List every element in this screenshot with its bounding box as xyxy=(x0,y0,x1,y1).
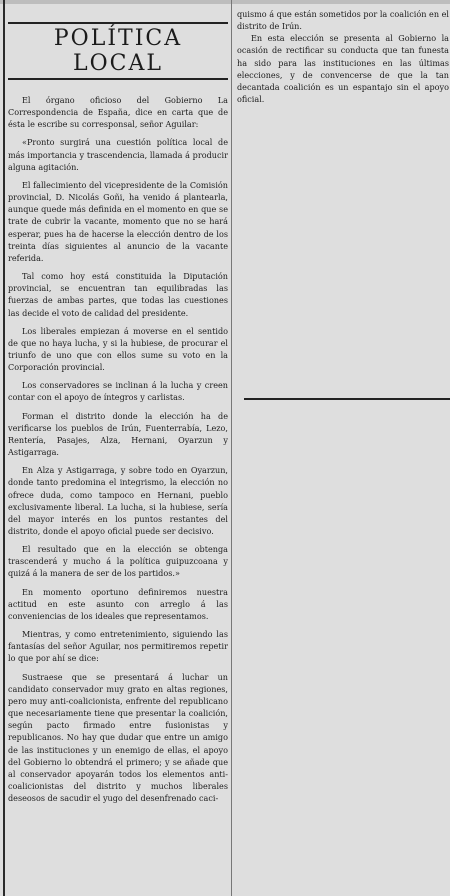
paragraph: En momento oportuno definiremos nuestra actitud en este asunto con arreglo á las conveniencias de los ideales que representamos. xyxy=(8,586,228,621)
paragraph: Mientras, y como entretenimiento, siguiendo las fantasías del señor Aguilar, nos permitiremos repetir lo que por ahí se dice: xyxy=(8,629,228,664)
paragraph-continuation: quismo á que están sometidos por la coalición en el distrito de Irún. xyxy=(237,9,449,32)
paragraph: Tal como hoy está constituida la Diputación provincial, se encuentran tan equilibradas las fuerzas de ambas partes, que todas las cuestiones las decide el voto de calidad del presidente. xyxy=(8,271,228,318)
paragraph: El resultado que en la elección se obtenga trascenderá y mucho á la política guipuzcoana y quizá á la manera de ser de los partidos.» xyxy=(8,544,228,579)
paragraph: Sustraese que se presentará á luchar un candidato conservador muy grato en altas regiones, pero muy anti-coalicionista, enfrente del republicano que necesariamente tiene que presentar la coalición, según pacto firmado entre fusionistas y republicanos. No hay que dudar que entre un amigo de las instituciones y un enemigo de ellas, el apoyo del Gobierno lo obtendrá el primero; y se añade que al conservador apoyarán todos los elementos anti-coalicionistas del distrito y muchos liberales deseosos de sacudir el yugo del desenfrenado caci- xyxy=(8,671,228,804)
article-end-rule xyxy=(244,398,450,400)
right-column xyxy=(237,8,449,105)
column-divider xyxy=(231,0,232,896)
left-column-rule xyxy=(3,0,5,896)
paragraph: El órgano oficioso del Gobierno La Correspondencia de España, dice en carta que de ésta le escribe su corresponsal, señor Aguilar: xyxy=(8,95,228,130)
paragraph: Los conservadores se inclinan á la lucha y creen contar con el apoyo de íntegros y carlistas. xyxy=(8,380,228,403)
paragraph: El fallecimiento del vicepresidente de la Comisión provincial, D. Nicolás Goñi, ha venido á plantearla, aunque quede más definida en el momento en que se trate de cubrir la vacante, momento que no se hará esperar, pues ha de hacerse la elección dentro de los treinta días siguientes al anuncio de la vacante referida. xyxy=(8,179,228,263)
article-title: POLÍTICA LOCAL xyxy=(8,22,228,80)
paragraph: En Alza y Astigarraga, y sobre todo en Oyarzun, donde tanto predomina el integrismo, la elección no ofrece duda, como tampoco en Hernani, pueblo exclusivamente liberal. La lucha, si la hubiese, sería del mayor interés en los puntos restantes del distrito, donde el apoyo oficial puede ser decisivo. xyxy=(8,465,228,536)
paragraph: «Pronto surgirá una cuestión política local de más importancia y trascendencia, llamada á producir alguna agitación. xyxy=(8,137,228,172)
page-top-edge xyxy=(0,0,450,4)
paragraph: En esta elección se presenta al Gobierno la ocasión de rectificar su conducta que tan funesta ha sido para las instituciones en las últimas elecciones, y de convencerse de que la tan decantada coalición es un espantajo sin el apoyo oficial. xyxy=(237,33,449,105)
paragraph: Los liberales empiezan á moverse en el sentido de que no haya lucha, y si la hubiese, de procurar el triunfo de uno que con ellos sume su voto en la Corporación provincial. xyxy=(8,325,228,373)
paragraph: Forman el distrito donde la elección ha de verificarse los pueblos de Irún, Fuenterrabía, Lezo, Rentería, Pasajes, Alza, Hernani, Oyarzun y Astigarraga. xyxy=(8,410,228,458)
left-column xyxy=(8,8,228,810)
